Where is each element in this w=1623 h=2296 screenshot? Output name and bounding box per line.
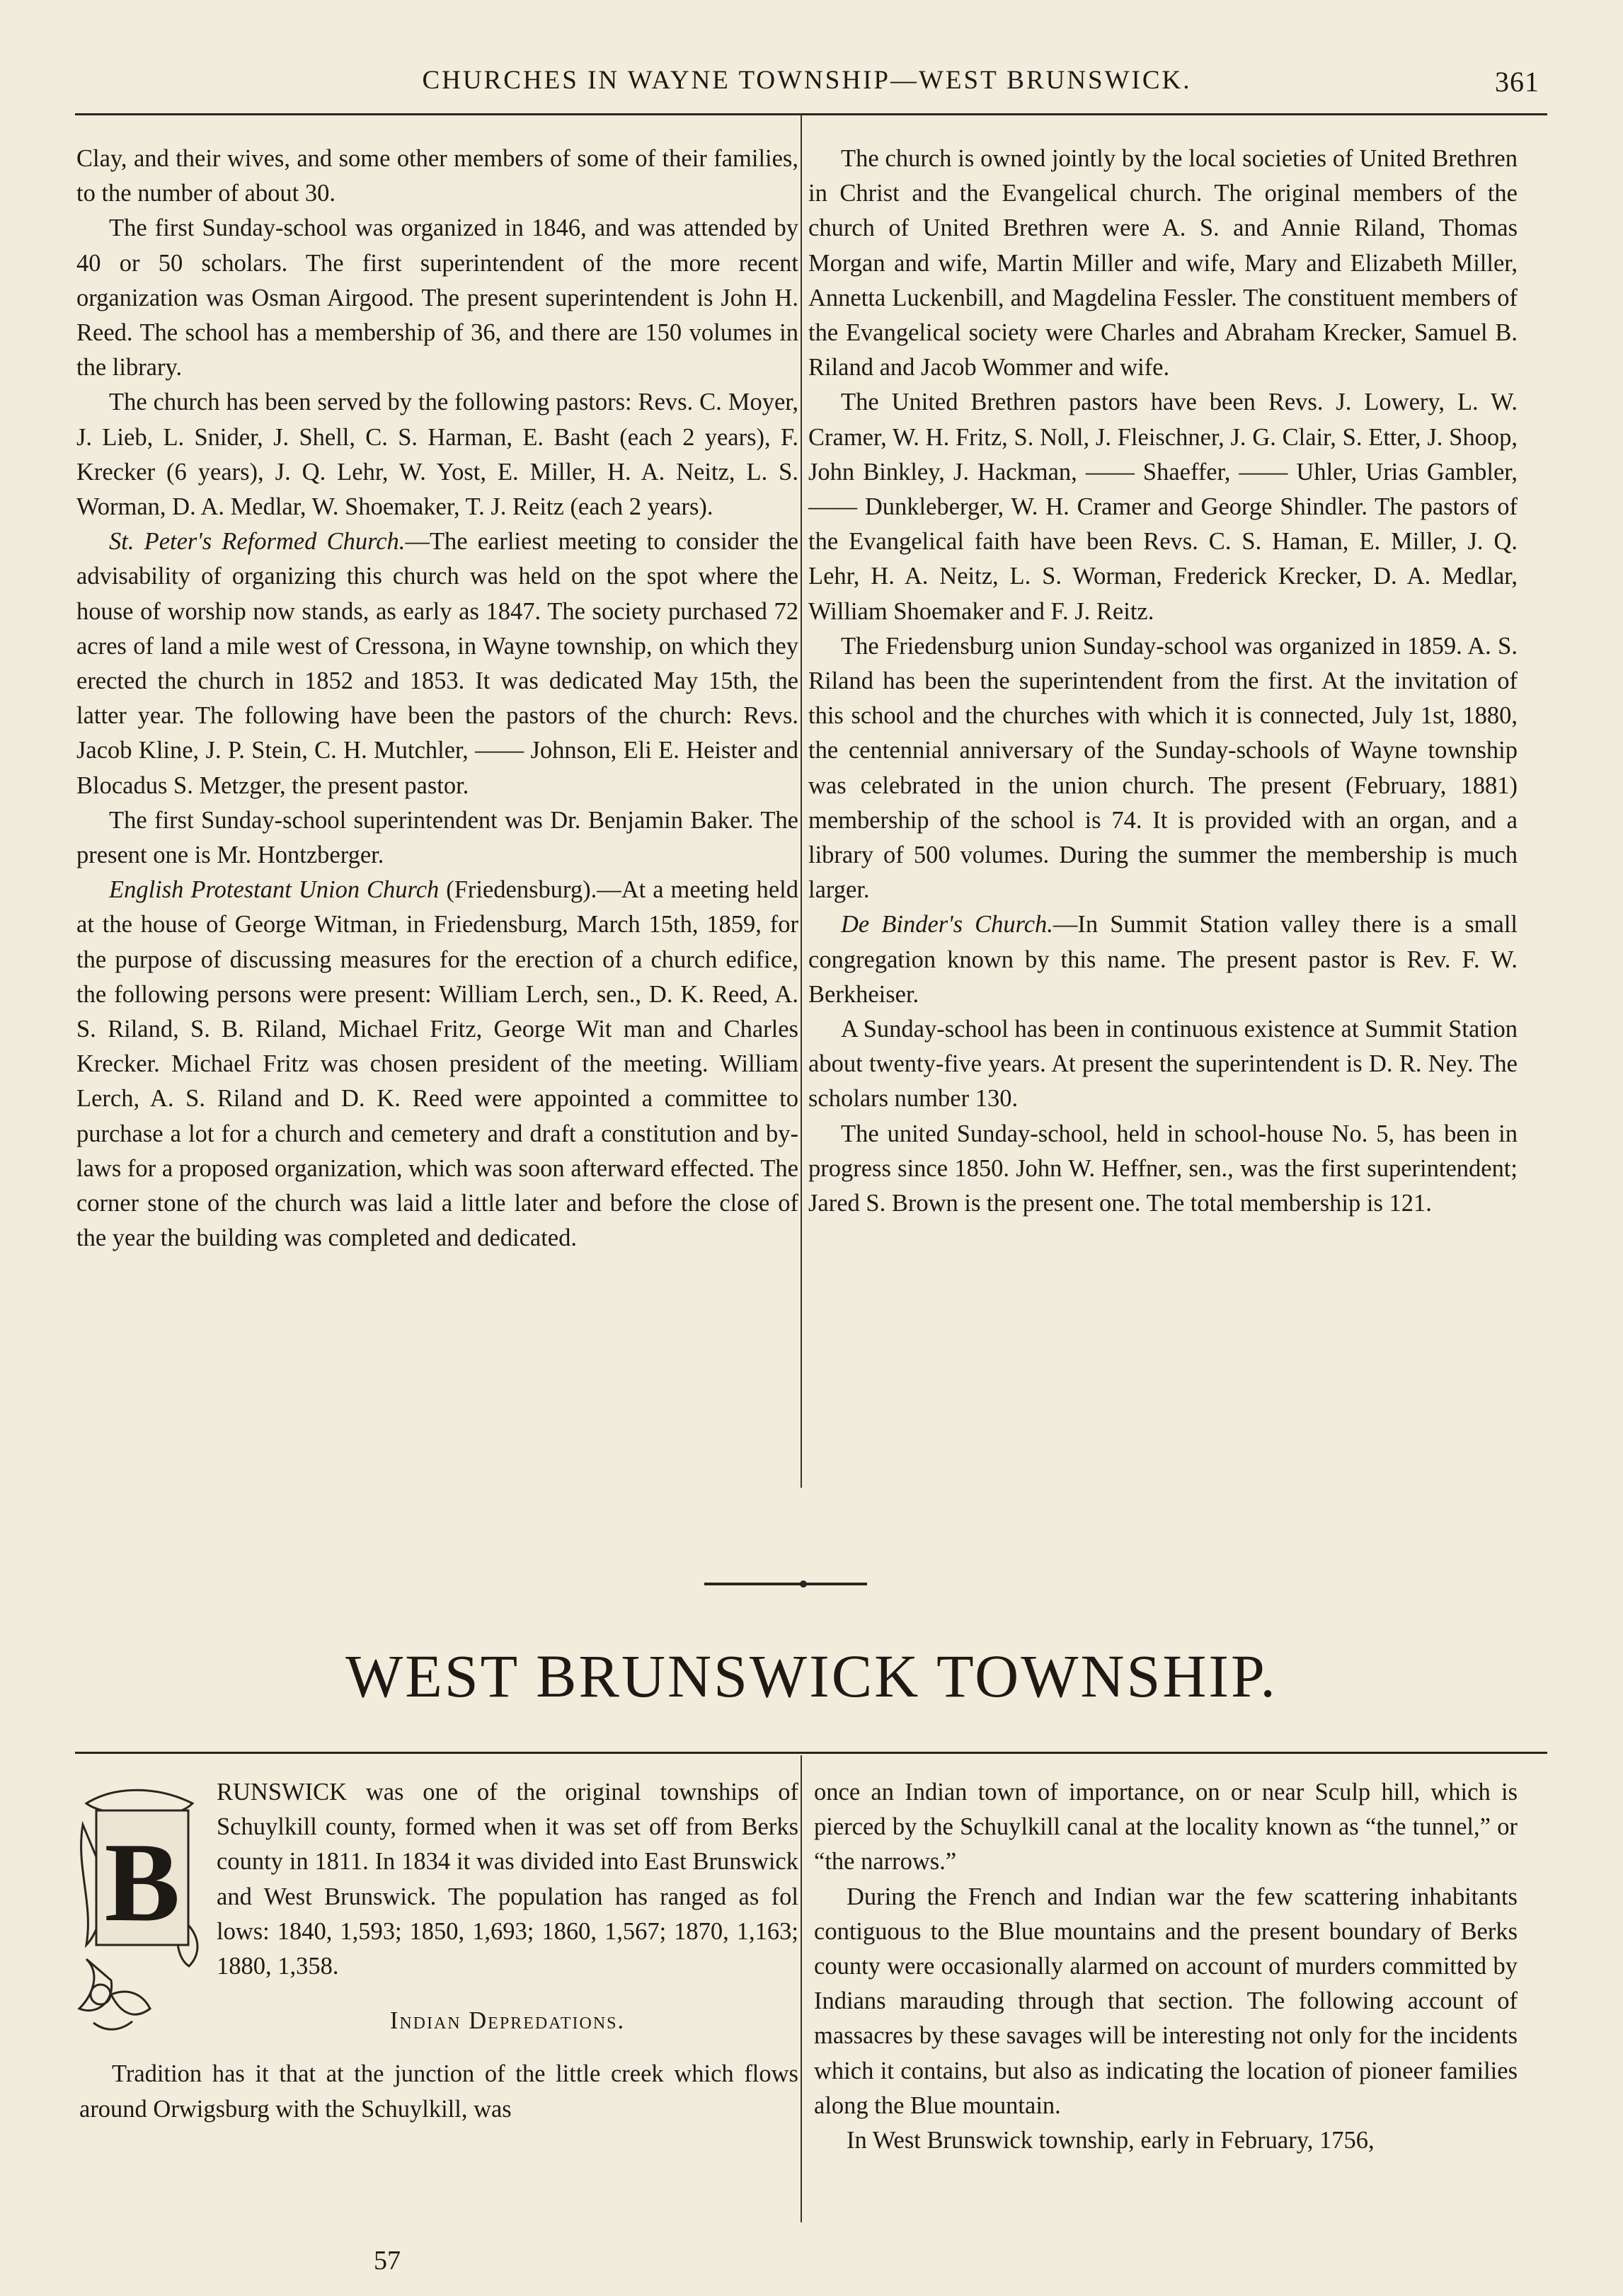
ornamental-dropcap [72,1782,207,2037]
section-rule [75,1752,1547,1754]
header-rule [75,113,1547,115]
signature-mark: 57 [374,2246,401,2275]
church-heading: English Protestant Union Church [109,876,440,904]
paragraph: The first Sunday-school superintendent was Dr. Benjamin Baker. The present one is Mr. Hontzberger. [76,806,798,869]
paragraph [808,907,1518,1012]
church-heading: De Binder's Church. [841,911,1053,939]
right-column-bottom [814,1775,1518,2158]
paragraph: During the French and Indian war the few scattering inhabitants contiguous to the Blue mountains and the present boundary of Berks county were occasionally alarmed on account of murders committed by Indians marauding through that section. The following account of massacres by these savages will be interesting not only for the incidents which it contains, but also as indicating the location of pioneer families along the Blue mountain. [814,1883,1518,2119]
section-title: WEST BRUNSWICK TOWNSHIP. [345,1642,1278,1710]
left-column-bottom [79,1775,798,2127]
section-separator [704,1583,867,1585]
paragraph [76,524,798,803]
column-divider-top [801,115,802,1488]
column-divider-bottom [801,1755,802,2222]
paragraph-body: (Friedensburg).—At a meeting held at the house of George Witman, in Friedensburg, March 15th, 1859, for the purpose of discussing measures for the erection of a church edifice, the following persons were present: William Lerch, sen., D. K. Reed, A. S. Riland, S. B. Riland, Michael Fritz, George Wit man and Charles Krecker. Michael Fritz was chosen president of the meeting. William Lerch, A. S. Riland and D. K. Reed were appointed a committee to purchase a lot for a church and cemetery and draft a constitution and by-laws for a proposed organization, which was soon afterward effected. The corner stone of the church was laid a little later and before the close of the year the building was completed and dedicated. [76,876,799,1252]
paragraph [76,873,798,1256]
subheading: Indian Depredations. [389,2007,626,2035]
separator-ornament [800,1580,807,1588]
running-head-title: CHURCHES IN WAYNE TOWNSHIP—WEST BRUNSWICK. [422,66,1192,95]
paragraph: The united Sunday-school, held in school-house No. 5, has been in progress since 1850. John W. Heffner, sen., was the first superintendent; Jared S. Brown is the present one. The total membership is 121. [808,1120,1518,1217]
paragraph: In West Brunswick township, early in February, 1756, [847,2127,1375,2154]
paragraph: Tradition has it that at the junction of the little creek which flows around Orwigsburg with the Schuylkill, was [79,2060,798,2123]
page-number: 361 [1495,66,1539,98]
paragraph: The United Brethren pastors have been Revs. J. Lowery, L. W. Cramer, W. H. Fritz, S. Noll, J. Fleischner, J. G. Clair, S. Etter, J. Shoop, John Binkley, J. Hackman, —— Shaeffer, —— Uhler, Urias Gambler, —— Dunkleberger, W. H. Cramer and George Shindler. The pastors of the Evangelical faith have been Revs. C. S. Haman, E. Miller, J. Q. Lehr, H. A. Neitz, L. S. Worman, Frederick Krecker, D. A. Medlar, William Shoemaker and F. J. Reitz. [808,389,1518,625]
paragraph: Clay, and their wives, and some other members of some of their families, to the number of about 30. [76,145,798,207]
dropcap-letter: B [104,1819,180,1945]
paragraph: The church has been served by the following pastors: Revs. C. Moyer, J. Lieb, L. Snider, J. Shell, C. S. Harman, E. Basht (each 2 years), F. Krecker (6 years), J. Q. Lehr, W. Yost, E. Miller, H. A. Neitz, L. S. Worman, D. A. Medlar, W. Shoemaker, T. J. Reitz (each 2 years). [76,389,798,521]
paragraph-body: —In Summit Station valley there is a small congregation known by this name. The present pastor is Rev. F. W. Berkheiser. [808,911,1518,1008]
left-column-top [76,142,798,1256]
paragraph: RUNSWICK was one of the original townships of Schuylkill county, formed when it was set off from Berks county in 1811. In 1834 it was divided into East Brunswick and West Brunswick. The population has ranged as fol lows: 1840, 1,593; 1850, 1,693; 1860, 1,567; 1870, 1,163; 1880, 1,358. [217,1779,798,1980]
paragraph: The church is owned jointly by the local societies of United Brethren in Christ and the Evangelical church. The original members of the church of United Brethren were A. S. and Annie Riland, Thomas Morgan and wife, Martin Miller and wife, Mary and Elizabeth Miller, Annetta Luckenbill, and Magdelina Fessler. The constituent members of the Evangelical society were Charles and Abraham Krecker, Samuel B. Riland and Jacob Wommer and wife. [808,145,1518,381]
right-column-top [808,142,1518,1221]
paragraph: once an Indian town of importance, on or near Sculp hill, which is pierced by the Schuylkill canal at the locality known as “the tunnel,” or “the narrows.” [814,1779,1518,1876]
church-heading: St. Peter's Reformed Church. [109,528,406,556]
paragraph-body: —The earliest meeting to consider the advisability of organizing this church was held on the spot where the house of worship now stands, as early as 1847. The society purchased 72 acres of land a mile west of Cressona, in Wayne township, on which they erected the church in 1852 and 1853. It was dedicated May 15th, the latter year. The following have been the pastors of the church: Revs. Jacob Kline, J. P. Stein, C. H. Mutchler, —— Johnson, Eli E. Heister and Blocadus S. Metzger, the present pastor. [76,528,798,799]
paragraph: The first Sunday-school was organized in 1846, and was attended by 40 or 50 scholars. The first superintendent of the more recent organization was Osman Airgood. The present superintendent is John H. Reed. The school has a membership of 36, and there are 150 volumes in the library. [76,214,798,381]
paragraph: The Friedensburg union Sunday-school was organized in 1859. A. S. Riland has been the superintendent from the first. At the invitation of this school and the churches with which it is connected, July 1st, 1880, the centennial anniversary of the Sunday-schools of Wayne township was celebrated in the union church. The present (February, 1881) membership of the school is 74. It is provided with an organ, and a library of 500 volumes. During the summer the membership is much larger. [808,632,1518,904]
paragraph: A Sunday-school has been in continuous existence at Summit Station about twenty-five years. At present the superintendent is D. R. Ney. The scholars number 130. [808,1016,1518,1113]
